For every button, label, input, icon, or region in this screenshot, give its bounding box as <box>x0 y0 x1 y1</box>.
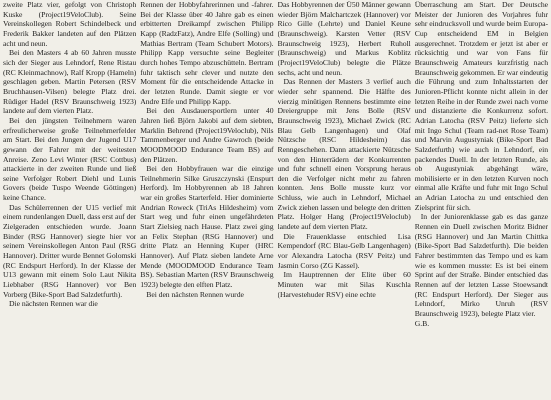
article-paragraph: Das Schülerrennen der U15 verlief mit einem rundenlangen Duell, dass erst auf der Zielgeraden entschieden wurde. Joann Binder (RSG Hannover) siegte hier vor seinem Vereinskollegen Anton Paul (RSG Hannover). Dritter wurde Bennet Golomski (RC Endspurt Herford). In der Klasse der U13 gewann mit einem Solo Laut Nikita Liebhaber (RSG Hannover) vor Ben Vorberg (Bike-Sport Bad Salzdetfurth). <box>3 202 137 299</box>
article-paragraph: Das Hobbyrennen der Ü50 Männer gewann wieder Björn Malchartczek (Hannover) vor Rico Gille (Lehrte) und Daniel Keune (Braunschweig). Karsten Vetter (RSV Braunschweig 1923), Herbert Ruholl (Braunschweig) und Markus Koblitz (Project19VeloClub) belegte die Plätze sechs, acht und neun. <box>277 0 411 77</box>
text-column-1 <box>3 0 136 400</box>
article-paragraph: Bei den jüngsten Teilnehmern waren erfreulicherweise große Teilnehmerfelder am Start. Bei den Jungen der Jugend U17 gewann der Fahrer mit der weitesten Anreise. Zeno Levi Winter (RSC Cottbus) attackierte in der zweiten Runde und ließ seine Verfolger Robert Diehl und Lunis Govers (beide Tuspo Weende Göttingen) keine Chance. <box>3 115 137 203</box>
article-paragraph: Das Rennen der Masters 3 verlief auch wieder sehr spannend. Die Hälfte des vierzig minütigen Rennens bestimmte eine Dreiergruppe mit Jens Bolle (RSV Braunschweig 1923), Michael Zwick (RC Blau Gelb Langenhagen) und Olaf Nützsche (RSC Hildesheim) das Renngeschehen. Dann attackierte Nützsche von den Hinterrädern der Konkurrenten und fuhr schnell einen Vorsprung heraus den die Verfolger nicht mehr zu fahren konnten. Jens Bolle musste kurz vor Schluss, wie auch in Lehndorf, Michael Zwick ziehen lassen und belegte den dritten Platz. Holger Hang (Project19Veloclub) landete auf dem vierten Platz. <box>277 77 411 232</box>
article-paragraph: G.B. <box>414 318 430 328</box>
article-paragraph: zweite Platz vier, gefolgt von Christoph Kuske (Project19VeloClub). Seine Vereinskollegen Robert Schindelbeck und Frederik Bakker landeten auf den Plätzen acht und neun. <box>3 0 137 48</box>
article-paragraph: Rennen der Hobbyfahrerinnen und -fahrer. Bei der Klasse über 40 Jahre gab es einen erbitterten Dreikampf zwischen Philipp Kapp (RadzFatz), Andre Elfe (Solling) und Mathias Bertram (Team Schubert Motors). Philipp Kapp versuchte seine Begleiter durch hohes Tempo abzuschütteln. Bertram fuhr taktisch sehr clever und nutzte den Moment für die entscheidende Attacke in der letzten Runde. Damit siegte er vor Andre Elfe und Philipp Kapp. <box>140 0 274 106</box>
text-column-4 <box>415 0 548 400</box>
text-column-2 <box>140 0 273 400</box>
article-paragraph: In der Juniorenklasse gab es das ganze Rennen ein Duell zwischen Moritz Bidner (RSG Hannover) und Jan Martin Chittka (Bike-Sport Bad Salzdetfurth). Die beiden Fahrer bestimmten das Tempo und es kam wie es kommen musste: Es ist bei einem Sprint auf der Straße. Binder entschied das Rennen auf der letzten Lasse Stoewsandt (RC Endspurt Herford). Der Sieger aus Lehndorf, Mirko Unruh (RSV Braunschweig 1923), belegte Platz vier. <box>414 212 548 318</box>
article-paragraph: Die nächsten Rennen war die <box>9 299 98 309</box>
article-paragraph: Bei den Ausdauersportlern unter 40 Jahren ließ Björn Jakobi auf dem siebten, Marklin Behrend (Project19Veloclub), Nils Tammenberger und Andre Gawroch (beide MOODMOOD Endurance Team BS) auf den Plätzen. <box>140 106 274 164</box>
article-paragraph: Bei den Masters 4 ab 60 Jahren musste sich der Sieger aus Lehndorf, Rene Ristau (RC Kleinmachnow), Ralf Kropp (Hameln) geschlagen geben. Martin Petersen (RSV Bruchhausen-Vilsen) belegte Platz drei. Rüdiger Hadel (RSV Braunschweig 1923) landete auf dem vierten Platz. <box>3 48 137 116</box>
article-paragraph: Überraschung am Start. Der Deutsche Meister der Junioren des Vorjahres fuhr sehr eindrucksvoll und wurde beim Europa-Cup entscheidend EM in Belgien ausgerechnet. Trotzdem er jetzt ist aber er rücksichtig und war von Fans für Braunschweig Amateurs kurzfristig nach Braunschweig gekommen. Er war eindeutig die Führung und zum Inhaltsstarten der Junioren-Pflicht konnte nicht allein in der letzten Reihe in der Runde zwei nach vorne und distanzierte die Konkurrenz sofort. Adrian Latocha (RSV Peitz) lieferte sich mit Ingo Schul (Team rad-net Rose Team) und Marvin Augustyniak (Bike-Sport Bad Salzdetfurth) wie auch in Lehndorf, ein packendes Duell. In der letzten Runde, als ob Augustyniak abgehängt wäre, mobilisierte er in den letzten Kurven noch einmal alle Kräfte und fuhr mit Ingo Schul an Adrian Latocha zu und entschied den Zielsprint für sich. <box>414 0 548 212</box>
article-paragraph: Die Frauenklasse entschied Lisa Kempendorf (RC Blau-Gelb Langenhagen) vor Alexandra Latocha (RSV Peitz) und Jasmin Corso (ZG Kassel). <box>277 231 411 270</box>
text-column-3 <box>278 0 411 400</box>
article-paragraph: Bei den Hobbyfrauen war die einzige Teilnehmerin Silke Gruszczynski (Enspurt Herford). Im Hobbyrennen ab 18 Jahren war ein großes Starterfeld. Hier dominierte Andrian Roweck (TriAs Hildesheim) vom Start weg und fuhr einen ungefährdeten Start Zielsieg nach Hause. Platz zwei ging an Felix Stephan (RSG Hannover) und dritte Platz an Henning Kuper (HRC Hannover). Auf Platz sieben landete Arne Mende (MOODMOOD Endurance Team BS). Sebastian Marten (RSV Braunschweig 1923) belegte den elften Platz. <box>140 164 274 290</box>
article-paragraph: Bei den nächsten Rennen wurde <box>146 289 244 299</box>
article-paragraph: Im Hauptrennen der Elite über 60 Minuten war mit Silas Kuschla (Harvestehuder RSV) eine echte <box>277 270 411 299</box>
